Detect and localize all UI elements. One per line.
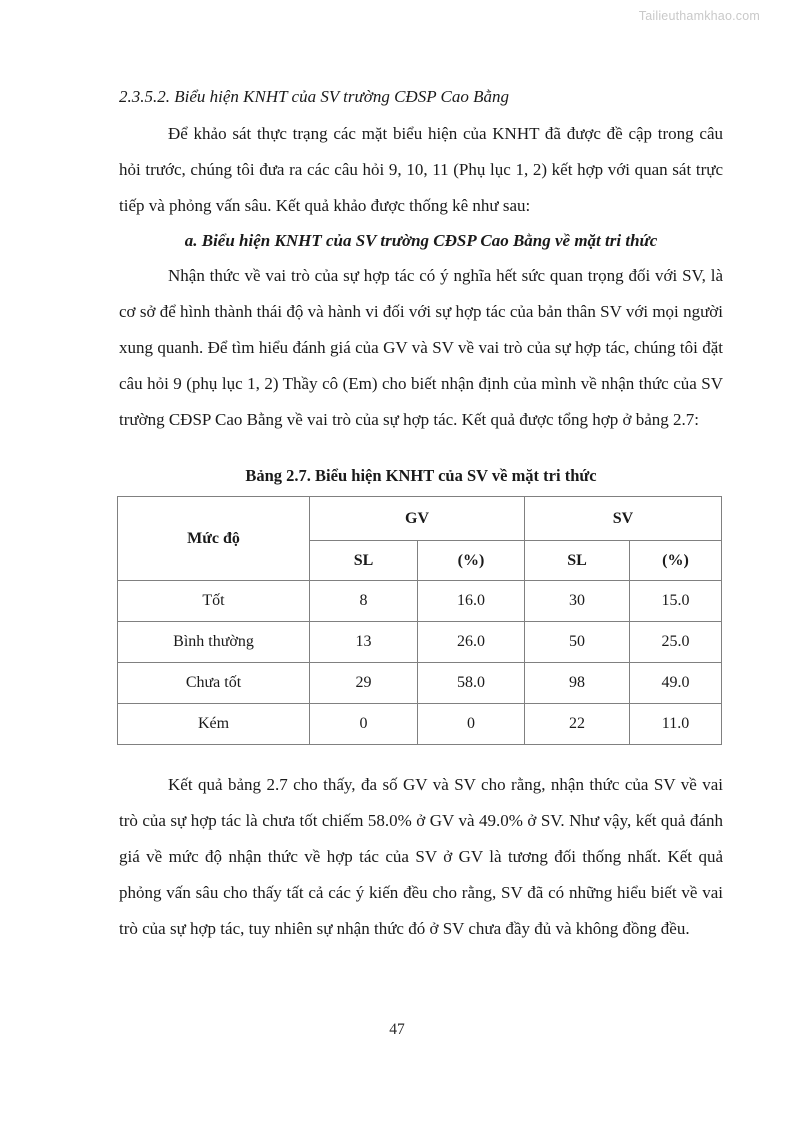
table-header-sv-sl: SL <box>525 541 630 581</box>
cell-gv-sl: 13 <box>310 622 418 663</box>
cell-level: Tốt <box>118 581 310 622</box>
cell-sv-pct: 15.0 <box>630 581 722 622</box>
cell-level: Chưa tốt <box>118 663 310 704</box>
page-content <box>119 84 723 948</box>
site-watermark: Tailieuthamkhao.com <box>638 9 760 23</box>
cell-sv-pct: 11.0 <box>630 704 722 745</box>
cell-sv-sl: 30 <box>525 581 630 622</box>
knht-tri-thuc-table <box>117 496 722 745</box>
table-header-muc-do: Mức độ <box>118 497 310 581</box>
cell-level: Kém <box>118 704 310 745</box>
table-header-group-gv: GV <box>310 497 525 541</box>
cell-gv-sl: 0 <box>310 704 418 745</box>
table-row <box>118 704 722 745</box>
cell-gv-pct: 0 <box>418 704 525 745</box>
table-header-group-sv: SV <box>525 497 722 541</box>
body-paragraph: Nhận thức về vai trò của sự hợp tác có ý nghĩa hết sức quan trọng đối với SV, là cơ sở để hình thành thái độ và hành vi đối với sự hợp tác của bản thân SV với mọi người xung quanh. Để tìm hiểu đánh giá của GV và SV về vai trò của sự hợp tác, chúng tôi đặt câu hỏi 9 (phụ lục 1, 2) Thầy cô (Em) cho biết nhận định của mình về nhận thức của SV trường CĐSP Cao Bằng về vai trò của sự hợp tác. Kết quả được tổng hợp ở bảng 2.7: <box>119 266 723 430</box>
cell-sv-sl: 50 <box>525 622 630 663</box>
table-row <box>118 663 722 704</box>
table-header-gv-sl: SL <box>310 541 418 581</box>
cell-level: Bình thường <box>118 622 310 663</box>
table-row <box>118 581 722 622</box>
cell-sv-pct: 49.0 <box>630 663 722 704</box>
table-header-gv-pct: (%) <box>418 541 525 581</box>
table-row <box>118 622 722 663</box>
cell-sv-sl: 22 <box>525 704 630 745</box>
cell-gv-pct: 16.0 <box>418 581 525 622</box>
cell-sv-pct: 25.0 <box>630 622 722 663</box>
table-caption: Bảng 2.7. Biểu hiện KNHT của SV về mặt tri thức <box>245 466 597 486</box>
intro-paragraph: Để khảo sát thực trạng các mặt biểu hiện của KNHT đã được đề cập trong câu hỏi trước, chúng tôi đưa ra các câu hỏi 9, 10, 11 (Phụ lục 1, 2) kết hợp với quan sát trực tiếp và phỏng vấn sâu. Kết quả khảo được thống kê như sau: <box>119 123 723 215</box>
cell-gv-pct: 58.0 <box>418 663 525 704</box>
cell-sv-sl: 98 <box>525 663 630 704</box>
table-header-group-row <box>118 497 722 541</box>
page-number: 47 <box>389 1021 405 1038</box>
table-body <box>118 581 722 745</box>
subsection-heading: a. Biểu hiện KNHT của SV trường CĐSP Cao Bằng về mặt tri thức <box>184 230 658 250</box>
table-header-sv-pct: (%) <box>630 541 722 581</box>
cell-gv-sl: 29 <box>310 663 418 704</box>
conclusion-paragraph: Kết quả bảng 2.7 cho thấy, đa số GV và SV cho rằng, nhận thức của SV về vai trò của sự hợp tác là chưa tốt chiếm 58.0% ở GV và 49.0% ở SV. Như vậy, kết quả đánh giá về mức độ nhận thức về hợp tác của SV ở GV là tương đối thống nhất. Kết quả phỏng vấn sâu cho thấy tất cả các ý kiến đều cho rằng, SV đã có những hiểu biết về vai trò của sự hợp tác, tuy nhiên sự nhận thức đó ở SV chưa đầy đủ và không đồng đều. <box>119 775 723 939</box>
section-heading: 2.3.5.2. Biểu hiện KNHT của SV trường CĐSP Cao Bằng <box>119 87 509 106</box>
cell-gv-sl: 8 <box>310 581 418 622</box>
cell-gv-pct: 26.0 <box>418 622 525 663</box>
